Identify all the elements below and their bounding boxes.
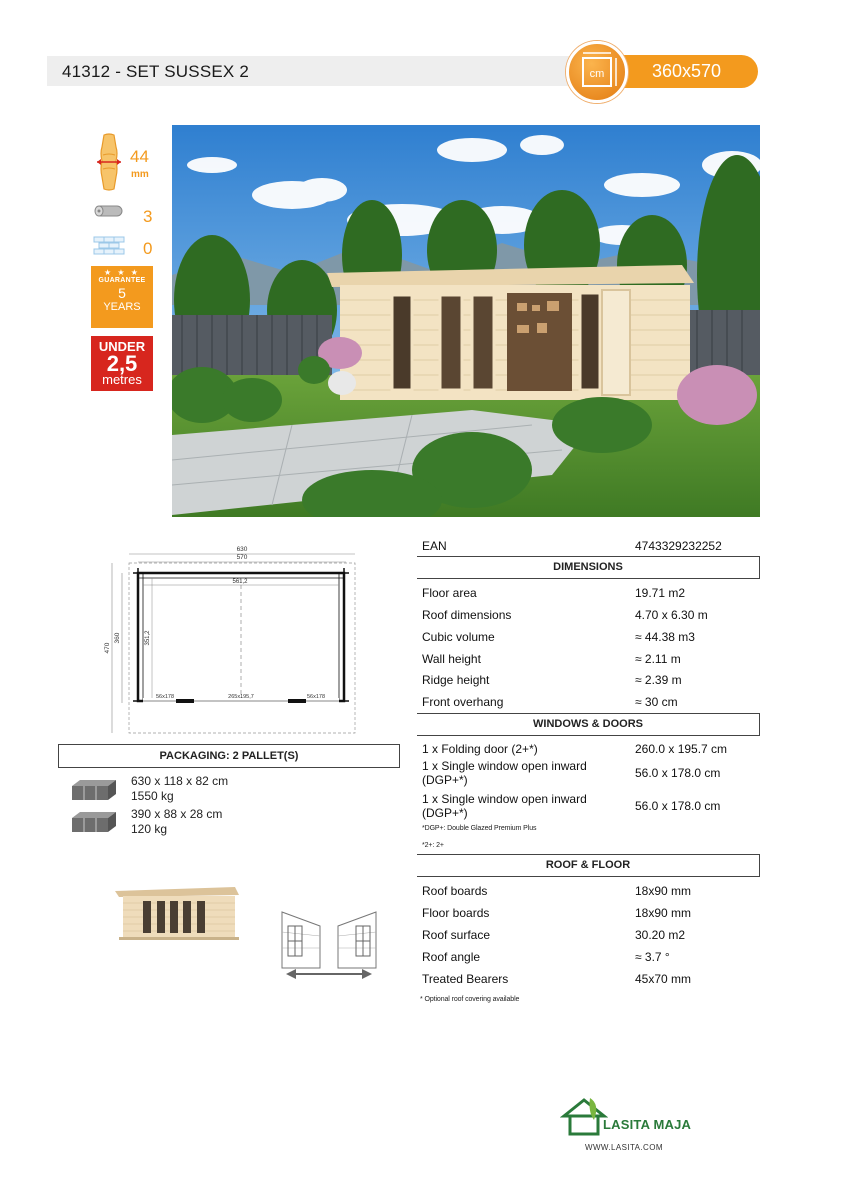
wall-thickness-unit: mm xyxy=(131,169,149,180)
guarantee-badge xyxy=(91,266,153,328)
two-plus-footnote: *2+: 2+ xyxy=(422,842,444,849)
guarantee-years-label: YEARS xyxy=(103,301,141,313)
spec-label: 1 x Single window open inward xyxy=(422,759,587,773)
roll-count: 3 xyxy=(143,207,153,226)
spec-label: Front overhang xyxy=(422,695,504,709)
product-photo xyxy=(172,125,760,517)
height-badge-label: UNDER xyxy=(98,339,146,354)
dim-inner-width: 570 xyxy=(236,554,248,561)
spec-label-cont: (DGP+*) xyxy=(422,773,468,787)
dim-outer-width: 630 xyxy=(236,546,248,553)
shingle-icon xyxy=(92,235,128,257)
brand-url: WWW.LASITA.COM xyxy=(585,1143,663,1152)
roof-covering-note: * Optional roof covering available xyxy=(420,996,520,1003)
spec-value: 19.71 m2 xyxy=(635,586,686,600)
spec-label: 1 x Folding door (2+*) xyxy=(422,742,538,756)
windows-header: WINDOWS & DOORS xyxy=(417,713,760,736)
dim-window-right: 56x178 xyxy=(306,694,326,700)
packaging-header: PACKAGING: 2 PALLET(S) xyxy=(58,744,400,768)
spec-value: 45x70 mm xyxy=(635,972,692,986)
spec-label: Cubic volume xyxy=(422,630,495,644)
spec-value: 260.0 x 195.7 cm xyxy=(635,742,728,756)
spec-value: 56.0 x 178.0 cm xyxy=(635,799,721,813)
dim-interior-depth: 351,2 xyxy=(145,630,151,646)
guarantee-label: GUARANTEE xyxy=(98,277,146,284)
pallet-2-weight: 120 kg xyxy=(131,822,168,836)
spec-label-cont: (DGP+*) xyxy=(422,806,468,820)
spec-value: ≈ 2.39 m xyxy=(635,673,682,687)
spec-label: Floor boards xyxy=(422,906,490,920)
star-icon: ★ ★ ★ xyxy=(104,268,140,277)
pallet-1-weight: 1550 kg xyxy=(131,789,174,803)
ean-label: EAN xyxy=(422,539,447,553)
spec-value: ≈ 3.7 ° xyxy=(635,950,670,964)
spec-label: Treated Bearers xyxy=(422,972,509,986)
spec-value: ≈ 2.11 m xyxy=(635,652,681,666)
shingle-count: 0 xyxy=(143,239,153,258)
dgp-footnote: *DGP+: Double Glazed Premium Plus xyxy=(422,825,537,832)
floor-plan xyxy=(100,540,400,740)
house-logo-icon xyxy=(560,1094,608,1138)
spec-label: Roof surface xyxy=(422,928,491,942)
product-title: 41312 - SET SUSSEX 2 xyxy=(62,62,250,81)
cm-badge-label: cm xyxy=(589,68,605,80)
spec-label: Roof angle xyxy=(422,950,481,964)
spec-label: Roof dimensions xyxy=(422,608,512,622)
pallet-icon xyxy=(70,778,118,802)
folding-door-icon xyxy=(280,902,380,982)
spec-value: 4.70 x 6.30 m xyxy=(635,608,708,622)
spec-value: 56.0 x 178.0 cm xyxy=(635,766,721,780)
spec-value: ≈ 30 cm xyxy=(635,695,678,709)
dim-inner-depth: 360 xyxy=(114,632,121,644)
spec-label: Wall height xyxy=(422,652,481,666)
spec-value: 18x90 mm xyxy=(635,906,692,920)
cabin-thumbnail xyxy=(115,885,241,943)
dim-door: 265x195,7 xyxy=(228,694,254,700)
spec-label: 1 x Single window open inward xyxy=(422,792,587,806)
dim-outer-depth: 470 xyxy=(104,642,111,654)
dim-window-left: 56x178 xyxy=(155,694,175,700)
roll-icon xyxy=(92,203,126,219)
dimensions-header: DIMENSIONS xyxy=(417,556,760,579)
spec-value: 30.20 m2 xyxy=(635,928,686,942)
size-value: 360x570 xyxy=(652,61,722,81)
log-thickness-icon xyxy=(96,133,122,191)
pallet-icon xyxy=(70,810,118,834)
guarantee-years: 5 xyxy=(118,285,126,301)
spec-label: Floor area xyxy=(422,586,477,600)
wall-thickness-value: 44 xyxy=(130,147,149,166)
pallet-2-dims: 390 x 88 x 28 cm xyxy=(131,807,223,821)
spec-value: 18x90 mm xyxy=(635,884,692,898)
height-badge-unit: metres xyxy=(102,372,142,387)
height-badge-value: 2,5 xyxy=(106,351,138,376)
spec-label: Roof boards xyxy=(422,884,488,898)
spec-value: ≈ 44.38 m3 xyxy=(635,630,695,644)
spec-label: Ridge height xyxy=(422,673,490,687)
roof-floor-header: ROOF & FLOOR xyxy=(417,854,760,877)
cm-badge xyxy=(566,41,628,103)
brand-name: LASITA MAJA xyxy=(603,1117,692,1132)
height-badge xyxy=(91,336,153,391)
pallet-1-dims: 630 x 118 x 82 cm xyxy=(131,774,229,788)
ean-value: 4743329232252 xyxy=(635,539,722,553)
dim-interior-width: 561,2 xyxy=(232,579,248,585)
